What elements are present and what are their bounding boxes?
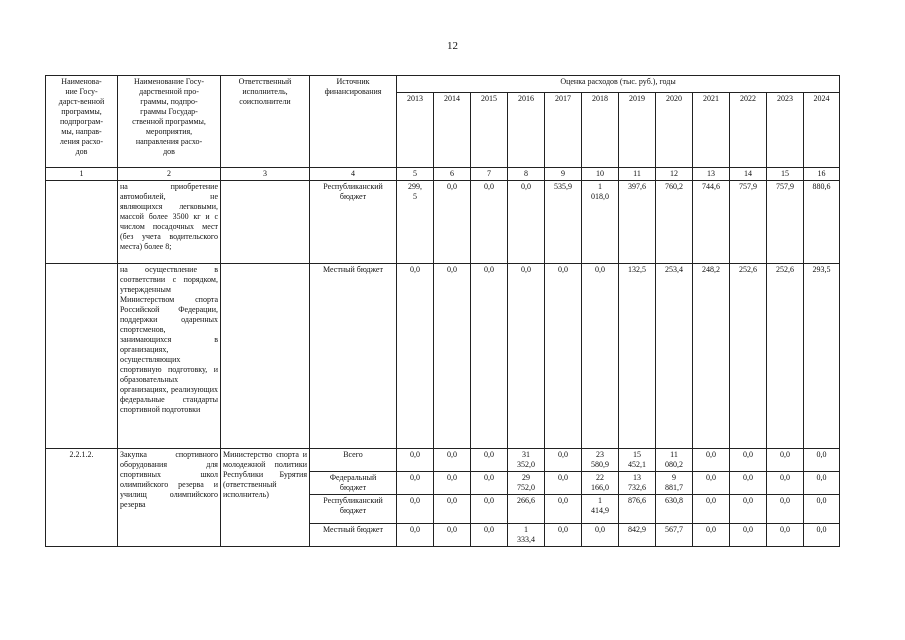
value-cell: 744,6 [693,181,730,264]
table-row [46,181,840,264]
value-cell: 0,0 [693,472,730,495]
value-cell: 0,0 [693,524,730,547]
table-row [46,264,840,449]
funding-source: Местный бюджет [310,524,397,547]
column-number: 1 [46,168,118,181]
value-cell: 0,0 [767,472,804,495]
column-number: 6 [434,168,471,181]
value-cell: 0,0 [471,524,508,547]
responsible-cell [221,264,310,449]
value-cell: 293,5 [804,264,840,449]
value-cell: 0,0 [582,264,619,449]
value-cell: 0,0 [545,449,582,472]
year-cell: 2020 [656,93,693,168]
column-number: 8 [508,168,545,181]
responsible-cell [221,181,310,264]
value-cell: 0,0 [397,449,434,472]
value-cell: 0,0 [545,264,582,449]
value-cell: 0,0 [804,495,840,524]
value-cell: 876,6 [619,495,656,524]
value-cell: 1 414,9 [582,495,619,524]
value-cell: 13 732,6 [619,472,656,495]
measure-description: на приобретение автомобилей, не являющихся легковыми, массой более 3500 кг и с числом посадочных мест (без учета водительского места) более 8; [118,181,221,264]
value-cell: 252,6 [767,264,804,449]
value-cell: 0,0 [730,449,767,472]
year-cell: 2022 [730,93,767,168]
value-cell: 760,2 [656,181,693,264]
header-program-name: Наименова- ние Госу- дарст-венной программы, подпрограм- мы, направ- ления расхо- дов [46,76,118,168]
value-cell: 0,0 [434,449,471,472]
measure-description: Закупка спортивного оборудования для спортивных школ олимпийского резерва и училищ олимпийского резерва [118,449,221,547]
value-cell: 0,0 [730,472,767,495]
column-number: 13 [693,168,730,181]
value-cell: 299, 5 [397,181,434,264]
value-cell: 15 452,1 [619,449,656,472]
year-cell: 2019 [619,93,656,168]
value-cell: 842,9 [619,524,656,547]
year-cell: 2017 [545,93,582,168]
value-cell: 252,6 [730,264,767,449]
value-cell: 757,9 [767,181,804,264]
column-number: 9 [545,168,582,181]
value-cell: 535,9 [545,181,582,264]
program-cell [46,181,118,264]
value-cell: 132,5 [619,264,656,449]
value-cell: 0,0 [434,181,471,264]
responsible-cell: Министерство спорта и молодежной политики Республики Бурятия (ответственный исполнитель) [221,449,310,547]
value-cell: 0,0 [508,181,545,264]
column-number: 3 [221,168,310,181]
value-cell: 880,6 [804,181,840,264]
year-cell: 2023 [767,93,804,168]
value-cell: 22 166,0 [582,472,619,495]
value-cell: 0,0 [693,449,730,472]
funding-source: Республиканский бюджет [310,181,397,264]
column-number: 4 [310,168,397,181]
header-row [46,76,840,93]
column-number: 7 [471,168,508,181]
value-cell: 630,8 [656,495,693,524]
value-cell: 23 580,9 [582,449,619,472]
value-cell: 0,0 [767,449,804,472]
value-cell: 29 752,0 [508,472,545,495]
header-measure-name: Наименование Госу- дарственной про- граммы, подпро- граммы Государ- ственной программы, мероприятия, направления расхо- дов [118,76,221,168]
value-cell: 0,0 [397,524,434,547]
value-cell: 0,0 [804,524,840,547]
year-cell: 2014 [434,93,471,168]
value-cell: 0,0 [434,264,471,449]
value-cell: 1 333,4 [508,524,545,547]
value-cell: 397,6 [619,181,656,264]
value-cell: 0,0 [434,524,471,547]
year-cell: 2021 [693,93,730,168]
measure-code: 2.2.1.2. [46,449,118,547]
value-cell: 0,0 [545,495,582,524]
measure-description: на осуществление в соответствии с порядком, утвержденным Министерством спорта Российской Федерации, поддержки одаренных спортсменов, занимающихся в организациях, осуществляющих спортивную подготовку, и образовательных организациях, реализующих федеральные стандарты спортивной подготовки [118,264,221,449]
value-cell: 0,0 [471,264,508,449]
value-cell: 0,0 [545,524,582,547]
header-funding-source: Источник финансирования [310,76,397,168]
column-number: 11 [619,168,656,181]
column-number: 12 [656,168,693,181]
expenditure-table [45,75,840,547]
value-cell: 266,6 [508,495,545,524]
year-cell: 2024 [804,93,840,168]
value-cell: 0,0 [471,472,508,495]
value-cell: 0,0 [545,472,582,495]
value-cell: 0,0 [434,472,471,495]
value-cell: 0,0 [471,495,508,524]
value-cell: 0,0 [804,472,840,495]
value-cell: 0,0 [397,495,434,524]
column-number: 14 [730,168,767,181]
value-cell: 0,0 [397,264,434,449]
value-cell: 0,0 [397,472,434,495]
funding-source: Федеральный бюджет [310,472,397,495]
value-cell: 0,0 [582,524,619,547]
value-cell: 0,0 [471,181,508,264]
column-number: 10 [582,168,619,181]
column-number: 15 [767,168,804,181]
value-cell: 9 881,7 [656,472,693,495]
value-cell: 0,0 [767,495,804,524]
value-cell: 0,0 [508,264,545,449]
year-cell: 2016 [508,93,545,168]
value-cell: 11 080,2 [656,449,693,472]
year-cell: 2015 [471,93,508,168]
value-cell: 1 018,0 [582,181,619,264]
year-cell: 2013 [397,93,434,168]
page-number: 12 [447,40,458,52]
column-number: 5 [397,168,434,181]
value-cell: 31 352,0 [508,449,545,472]
funding-source: Местный бюджет [310,264,397,449]
value-cell: 757,9 [730,181,767,264]
column-numbers-row [46,168,840,181]
column-number: 16 [804,168,840,181]
funding-source: Республиканский бюджет [310,495,397,524]
value-cell: 0,0 [767,524,804,547]
column-number: 2 [118,168,221,181]
program-cell [46,264,118,449]
funding-source: Всего [310,449,397,472]
value-cell: 253,4 [656,264,693,449]
value-cell: 0,0 [471,449,508,472]
value-cell: 0,0 [434,495,471,524]
value-cell: 248,2 [693,264,730,449]
year-cell: 2018 [582,93,619,168]
value-cell: 0,0 [693,495,730,524]
value-cell: 0,0 [804,449,840,472]
value-cell: 567,7 [656,524,693,547]
value-cell: 0,0 [730,495,767,524]
header-responsible: Ответственный исполнитель, соисполнители [221,76,310,168]
header-estimate: Оценка расходов (тыс. руб.), годы [397,76,840,93]
value-cell: 0,0 [730,524,767,547]
table-row [46,449,840,472]
